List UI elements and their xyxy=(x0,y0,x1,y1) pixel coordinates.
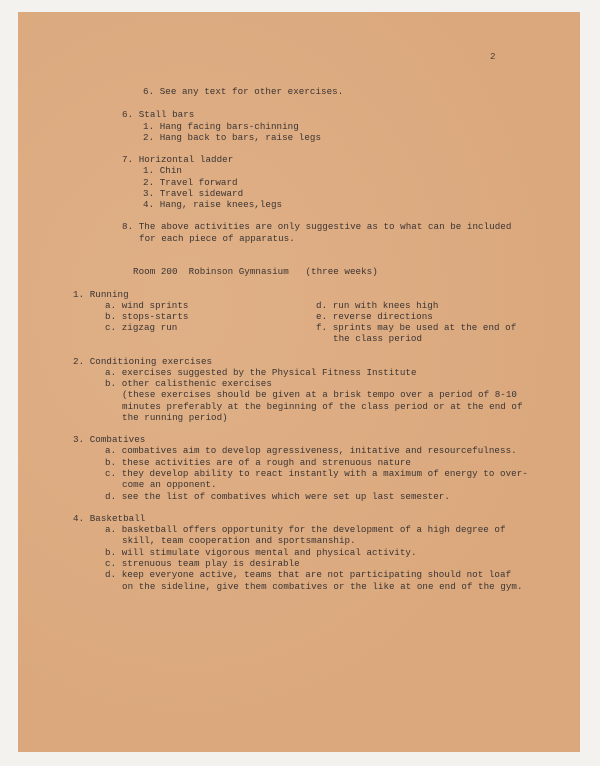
list-item: d. see the list of combatives which were set up last semester. xyxy=(105,491,450,502)
stall-bars-heading: 6. Stall bars xyxy=(122,109,195,120)
list-item: a. combatives aim to develop agressiveness, initative and resourcefulness. xyxy=(105,445,517,456)
list-item: 4. Hang, raise knees,legs xyxy=(143,199,283,210)
list-item: b. these activities are of a rough and strenuous nature xyxy=(105,457,411,468)
list-item-cont: skill, team cooperation and sportsmanship. xyxy=(122,535,356,546)
list-item: b. other calisthenic exercises xyxy=(105,378,272,389)
section-title: Room 200 Robinson Gymnasium (three weeks) xyxy=(133,266,378,277)
conditioning-note: the running period) xyxy=(122,412,228,423)
list-item: e. reverse directions xyxy=(316,311,433,322)
list-item: 2. Travel forward xyxy=(143,177,238,188)
combatives-heading: 3. Combatives xyxy=(73,434,146,445)
page-number: 2 xyxy=(490,51,496,62)
apparatus-note: 8. The above activities are only suggestive as to what can be included xyxy=(122,221,512,232)
list-item: a. wind sprints xyxy=(105,300,189,311)
document-page xyxy=(18,12,580,752)
list-item: c. strenuous team play is desirable xyxy=(105,558,300,569)
horizontal-ladder-heading: 7. Horizontal ladder xyxy=(122,154,234,165)
list-item: b. will stimulate vigorous mental and physical activity. xyxy=(105,547,417,558)
list-item-cont: on the sideline, give them combatives or the like at one end of the gym. xyxy=(122,581,523,592)
conditioning-heading: 2. Conditioning exercises xyxy=(73,356,213,367)
apparatus-item-see-text: 6. See any text for other exercises. xyxy=(143,86,344,97)
list-item: 1. Hang facing bars-chinning xyxy=(143,121,299,132)
list-item-cont: come an opponent. xyxy=(122,479,217,490)
list-item: 2. Hang back to bars, raise legs xyxy=(143,132,322,143)
conditioning-note: minutes preferably at the beginning of the class period or at the end of xyxy=(122,401,523,412)
list-item: 3. Travel sideward xyxy=(143,188,244,199)
list-item: d. keep everyone active, teams that are not participating should not loaf xyxy=(105,569,512,580)
basketball-heading: 4. Basketball xyxy=(73,513,146,524)
running-heading: 1. Running xyxy=(73,289,129,300)
list-item: c. they develop ability to react instantly with a maximum of energy to over- xyxy=(105,468,528,479)
list-item: d. run with knees high xyxy=(316,300,439,311)
list-item: a. exercises suggested by the Physical Fitness Institute xyxy=(105,367,417,378)
apparatus-note-cont: for each piece of apparatus. xyxy=(139,233,295,244)
list-item: c. zigzag run xyxy=(105,322,178,333)
conditioning-note: (these exercises should be given at a brisk tempo over a period of 8-10 xyxy=(122,389,518,400)
list-item: 1. Chin xyxy=(143,165,182,176)
list-item: a. basketball offers opportunity for the development of a high degree of xyxy=(105,524,506,535)
list-item: b. stops-starts xyxy=(105,311,189,322)
list-item: f. sprints may be used at the end of xyxy=(316,322,517,333)
list-item-cont: the class period xyxy=(333,333,423,344)
